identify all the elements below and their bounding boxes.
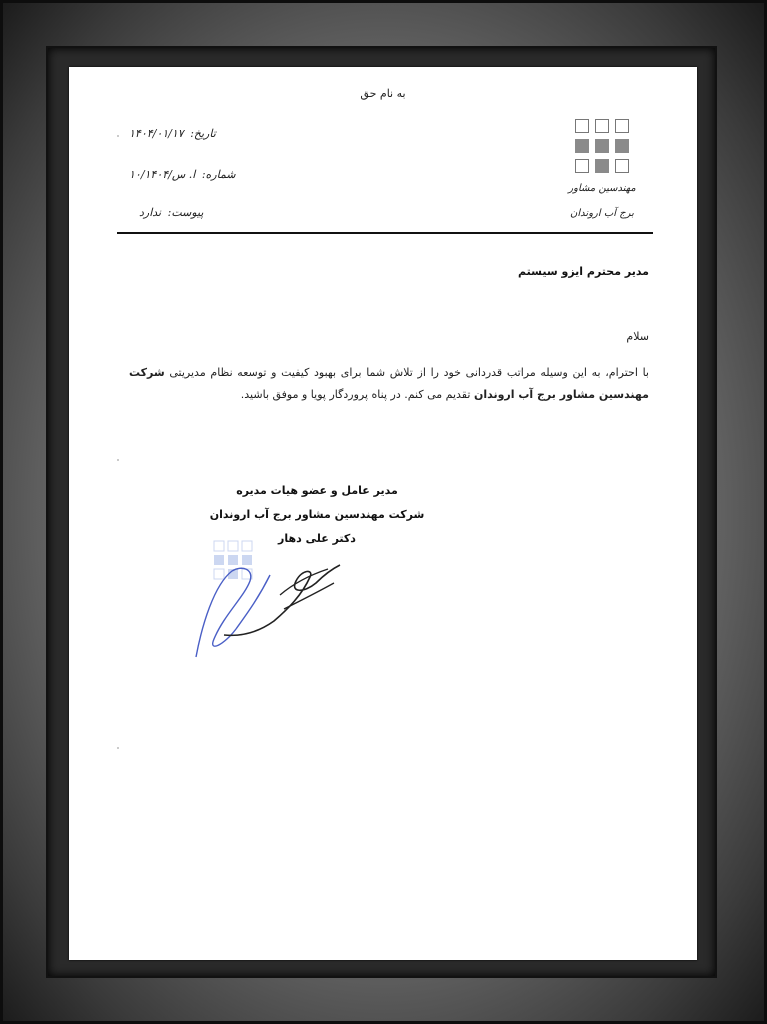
scan-speck — [117, 747, 119, 749]
logo-square — [575, 139, 589, 153]
signatory-title: مدیر عامل و عضو هیات مدیره — [236, 484, 398, 497]
logo-square — [575, 159, 589, 173]
logo-grid — [575, 119, 629, 173]
signatory-company: شرکت مهندسین مشاور برج آب اروندان — [209, 508, 425, 521]
logo-square — [595, 159, 609, 173]
letter-salutation: سلام — [626, 330, 649, 343]
logo-square — [595, 139, 609, 153]
company-stamp-image — [214, 541, 252, 579]
body-company-name: شرکت مهندسین مشاور برج آب اروندان — [129, 366, 649, 401]
letter-body — [129, 362, 649, 406]
letter-date — [129, 127, 216, 140]
date-label: تاریخ: — [190, 127, 216, 140]
letter-attachment — [139, 206, 203, 219]
logo-square — [615, 139, 629, 153]
scan-speck — [117, 459, 119, 461]
signature-blue-stroke — [196, 568, 270, 657]
company-name-line1: مهندسین مشاور — [568, 183, 636, 194]
signature-and-stamp — [184, 535, 344, 665]
attachment-value: ندارد — [139, 206, 162, 219]
logo-square — [615, 159, 629, 173]
date-value: ۱۴۰۴/۰۱/۱۷ — [129, 127, 184, 140]
header-divider — [117, 232, 653, 234]
letter-page — [69, 67, 697, 960]
company-name-line2: برج آب اروندان — [570, 208, 634, 219]
logo-square — [595, 119, 609, 133]
body-text-part1: با احترام، به این وسیله مراتب قدردانی خود را از تلاش شما برای بهبود کیفیت و توسعه نظام مدیریتی — [169, 366, 649, 379]
letter-number — [129, 168, 236, 181]
letter-invocation: به نام حق — [360, 87, 406, 100]
signature-black-stroke — [224, 565, 340, 635]
number-value: ا. س/۱۰/۱۴۰۴ — [129, 168, 196, 181]
scan-speck — [117, 135, 119, 137]
logo-square — [615, 119, 629, 133]
letter-recipient: مدیر محترم ایزو سیستم — [518, 265, 649, 278]
logo-square — [575, 119, 589, 133]
company-logo — [562, 119, 642, 219]
body-text-part2: تقدیم می کنم. در پناه پروردگار پویا و موفق باشید. — [240, 388, 471, 401]
signatory-name: دکتر علی دهار — [278, 532, 356, 545]
number-label: شماره: — [201, 168, 236, 181]
attachment-label: پیوست: — [167, 206, 204, 219]
